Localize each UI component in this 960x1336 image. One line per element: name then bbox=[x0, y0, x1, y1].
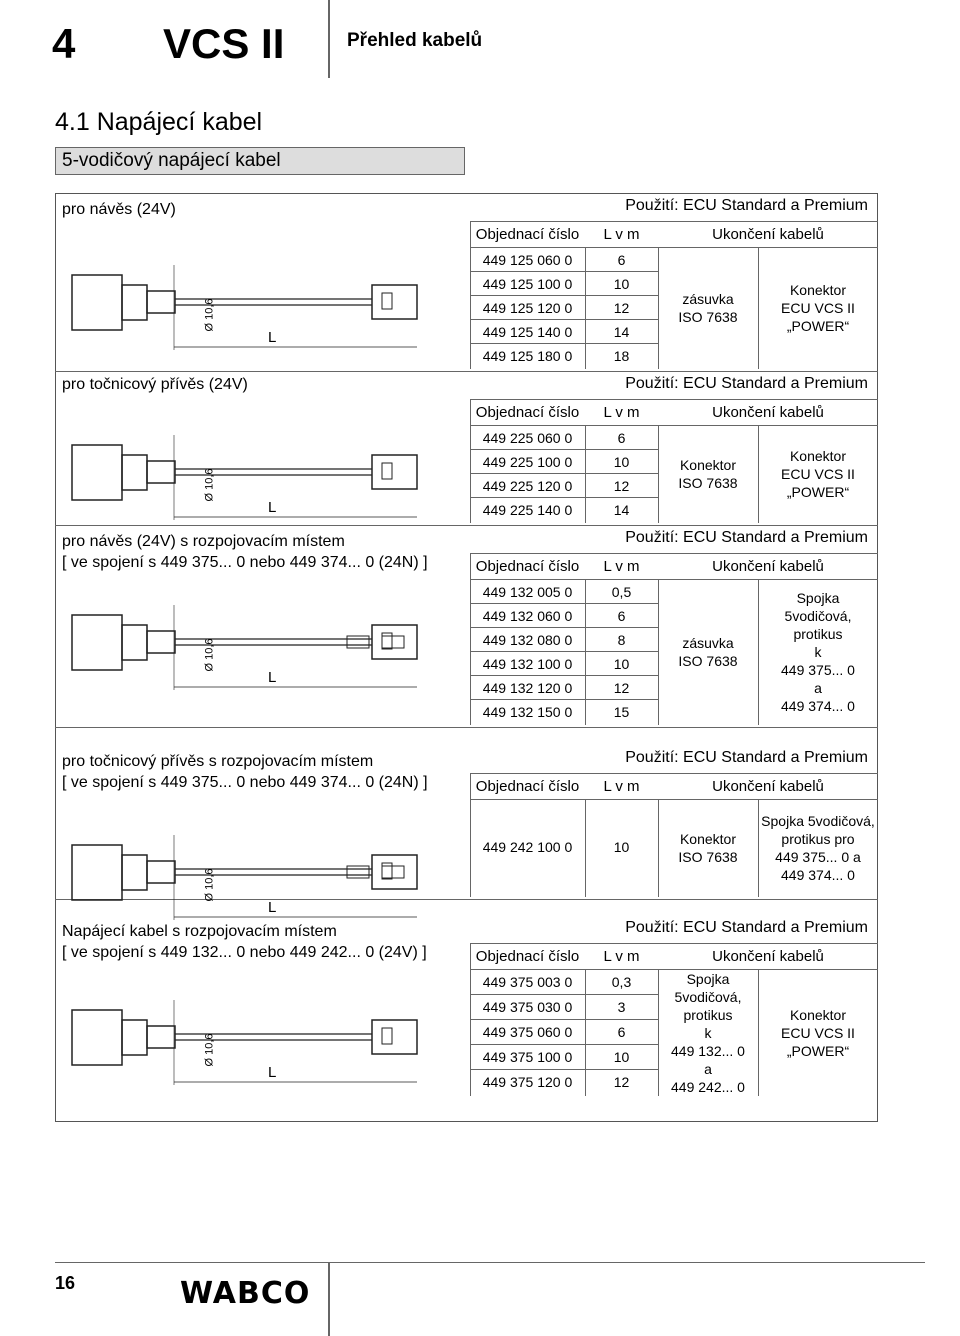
header-subtitle: Přehled kabelů bbox=[347, 30, 483, 51]
section-title: 4.1 Napájecí kabel bbox=[55, 108, 263, 136]
length-label: L bbox=[268, 1064, 277, 1081]
diameter-label: Ø 10,6 bbox=[203, 468, 216, 502]
row-divider bbox=[470, 699, 658, 700]
end-connector bbox=[372, 455, 417, 489]
column-divider bbox=[585, 799, 586, 897]
plug-collar bbox=[122, 455, 147, 490]
cable-end-2-line: 449 375... 0 a bbox=[775, 849, 861, 865]
cable-end-1-line: protikus bbox=[683, 1006, 733, 1023]
table-top-line bbox=[470, 399, 878, 400]
column-header-length: L v m bbox=[603, 558, 640, 575]
cable-end-2-line: Spojka 5vodičová, bbox=[761, 813, 875, 829]
table-left-border bbox=[470, 943, 471, 969]
column-header-order: Objednací číslo bbox=[475, 226, 580, 243]
plug-strain-relief bbox=[147, 631, 175, 653]
cable-end-2 bbox=[758, 812, 878, 884]
end-connector-window bbox=[382, 1028, 392, 1044]
order-number: 449 375 100 0 bbox=[482, 1049, 573, 1065]
table-left-border bbox=[470, 553, 471, 579]
length-value: 12 bbox=[613, 680, 630, 696]
block-separator bbox=[55, 525, 878, 526]
column-divider bbox=[585, 579, 586, 725]
column-header-length: L v m bbox=[603, 404, 640, 421]
document-title: VCS II bbox=[163, 20, 285, 67]
cable-end-2-line: Konektor bbox=[789, 1006, 847, 1023]
plug-strain-relief bbox=[147, 461, 175, 483]
row-divider bbox=[470, 1019, 658, 1020]
cable-end-2 bbox=[758, 281, 878, 335]
table-left-border bbox=[470, 399, 471, 425]
end-connector-window bbox=[382, 633, 392, 649]
column-header-end: Ukončení kabelů bbox=[712, 226, 824, 243]
order-number: 449 375 120 0 bbox=[482, 1074, 573, 1090]
cable-drawing bbox=[62, 595, 462, 695]
order-number: 449 125 120 0 bbox=[482, 300, 573, 316]
plug-strain-relief bbox=[147, 861, 175, 883]
length-value: 10 bbox=[613, 839, 630, 855]
table-left-border bbox=[470, 799, 471, 897]
cable-end-2 bbox=[758, 589, 878, 715]
block-label: pro návěs (24V) bbox=[62, 201, 176, 218]
length-label: L bbox=[268, 899, 277, 916]
plug-body bbox=[72, 615, 122, 670]
cable-end-1 bbox=[658, 290, 758, 326]
plug-body bbox=[72, 1010, 122, 1065]
cable-end-2 bbox=[758, 447, 878, 501]
length-value: 6 bbox=[617, 1024, 626, 1040]
table-left-border bbox=[470, 579, 471, 725]
order-number: 449 132 150 0 bbox=[482, 704, 573, 720]
order-number: 449 375 060 0 bbox=[482, 1024, 573, 1040]
table-left-border bbox=[470, 425, 471, 523]
column-header-end: Ukončení kabelů bbox=[712, 948, 824, 965]
plug-collar bbox=[122, 1020, 147, 1055]
order-number: 449 375 003 0 bbox=[482, 974, 573, 990]
end-connector bbox=[372, 285, 417, 319]
cable-drawing bbox=[62, 255, 462, 355]
length-value: 3 bbox=[617, 999, 626, 1015]
header-divider bbox=[328, 0, 330, 78]
end-connector-window bbox=[382, 463, 392, 479]
chapter-number: 4 bbox=[52, 20, 76, 67]
plug-body bbox=[72, 275, 122, 330]
cable-end-2-line: 5vodičová, bbox=[784, 608, 852, 624]
column-header-length: L v m bbox=[603, 226, 640, 243]
coupling-label bbox=[382, 866, 404, 878]
plug-collar bbox=[122, 625, 147, 660]
end-connector-window bbox=[382, 863, 392, 879]
cable-end-1-line: ISO 7638 bbox=[678, 309, 738, 325]
block-label-connection: [ ve spojení s 449 375... 0 nebo 449 374... 0 (24N) ] bbox=[62, 554, 428, 571]
column-header-length: L v m bbox=[603, 778, 640, 795]
length-value: 12 bbox=[613, 1074, 630, 1090]
column-divider bbox=[585, 425, 586, 523]
order-number: 449 132 060 0 bbox=[482, 608, 573, 624]
order-number: 449 225 140 0 bbox=[482, 502, 573, 518]
plug-strain-relief bbox=[147, 1026, 175, 1048]
length-value: 14 bbox=[613, 502, 630, 518]
cable-end-1-line: ISO 7638 bbox=[678, 849, 738, 865]
plug-collar bbox=[122, 285, 147, 320]
cable-end-1-line: 449 242... 0 bbox=[671, 1078, 745, 1095]
section-subtitle-box: 5-vodičový napájecí kabel bbox=[55, 147, 465, 175]
order-number: 449 225 100 0 bbox=[482, 454, 573, 470]
length-value: 12 bbox=[613, 300, 630, 316]
block-label: pro točnicový přívěs s rozpojovacím místem bbox=[62, 753, 374, 770]
order-number: 449 125 180 0 bbox=[482, 348, 573, 364]
cable-end-1-line: 449 132... 0 bbox=[671, 1042, 745, 1059]
column-header-end: Ukončení kabelů bbox=[712, 778, 824, 795]
cable-end-2 bbox=[758, 1006, 878, 1060]
table-left-border bbox=[470, 247, 471, 369]
usage-text: Použití: ECU Standard a Premium bbox=[625, 529, 868, 546]
cable-end-2-line: Spojka bbox=[796, 590, 840, 606]
cable-end-2-line: „POWER“ bbox=[786, 484, 850, 500]
table-top-line bbox=[470, 943, 878, 944]
plug-strain-relief bbox=[147, 291, 175, 313]
cable-end-1 bbox=[658, 830, 758, 866]
row-divider bbox=[470, 319, 658, 320]
cable-end-1-line: 5vodičová, bbox=[674, 988, 742, 1005]
column-header-end: Ukončení kabelů bbox=[712, 404, 824, 421]
length-label: L bbox=[268, 669, 277, 686]
length-value: 8 bbox=[617, 632, 626, 648]
cable-end-2-line: ECU VCS II bbox=[781, 300, 855, 316]
coupling-label bbox=[347, 636, 369, 648]
cable-end-2-line: a bbox=[814, 680, 822, 696]
table-left-border bbox=[470, 773, 471, 799]
order-number: 449 132 100 0 bbox=[482, 656, 573, 672]
length-value: 10 bbox=[613, 454, 630, 470]
cable-end-1 bbox=[658, 456, 758, 492]
column-header-length: L v m bbox=[603, 948, 640, 965]
end-connector bbox=[372, 855, 417, 889]
cable-end-1 bbox=[658, 634, 758, 670]
length-value: 6 bbox=[617, 608, 626, 624]
block-label: pro točnicový přívěs (24V) bbox=[62, 376, 248, 393]
diameter-label: Ø 10,6 bbox=[203, 298, 216, 332]
usage-text: Použití: ECU Standard a Premium bbox=[625, 919, 868, 936]
length-label: L bbox=[268, 499, 277, 516]
cable-end-2-line: k bbox=[814, 644, 822, 660]
length-value: 12 bbox=[613, 478, 630, 494]
order-number: 449 132 080 0 bbox=[482, 632, 573, 648]
block-separator bbox=[55, 371, 878, 372]
cable-end-1-line: ISO 7638 bbox=[678, 475, 738, 491]
order-number: 449 225 060 0 bbox=[482, 430, 573, 446]
block-separator bbox=[55, 727, 878, 728]
order-number: 449 225 120 0 bbox=[482, 478, 573, 494]
cable-end-1-line: Konektor bbox=[679, 457, 737, 473]
usage-text: Použití: ECU Standard a Premium bbox=[625, 375, 868, 392]
row-divider bbox=[470, 994, 658, 995]
cable-end-1-line: ISO 7638 bbox=[678, 653, 738, 669]
cable-drawing bbox=[62, 825, 462, 925]
table-left-border bbox=[470, 221, 471, 247]
cable-end-2-line: Konektor bbox=[789, 282, 847, 298]
cable-end-2-line: 449 374... 0 bbox=[781, 867, 855, 883]
cable-drawing bbox=[62, 425, 462, 525]
header-bottom-line bbox=[470, 247, 878, 248]
cable-end-2-line: „POWER“ bbox=[786, 1042, 850, 1059]
column-header-order: Objednací číslo bbox=[475, 778, 580, 795]
cable-end-2-line: ECU VCS II bbox=[781, 466, 855, 482]
coupling-label bbox=[347, 866, 369, 878]
block-label-connection: [ ve spojení s 449 375... 0 nebo 449 374... 0 (24N) ] bbox=[62, 774, 428, 791]
column-header-end: Ukončení kabelů bbox=[712, 558, 824, 575]
table-top-line bbox=[470, 221, 878, 222]
length-value: 6 bbox=[617, 252, 626, 268]
row-divider bbox=[470, 627, 658, 628]
length-value: 15 bbox=[613, 704, 630, 720]
length-value: 0,5 bbox=[611, 584, 632, 600]
block-label-connection: [ ve spojení s 449 132... 0 nebo 449 242... 0 (24V) ] bbox=[62, 944, 427, 961]
column-header-order: Objednací číslo bbox=[475, 558, 580, 575]
row-divider bbox=[470, 271, 658, 272]
cable-end-2-line: „POWER“ bbox=[786, 318, 850, 334]
cable-end-2-line: protikus bbox=[793, 626, 843, 642]
order-number: 449 132 005 0 bbox=[482, 584, 573, 600]
wabco-logo: WABCO bbox=[180, 1276, 311, 1311]
row-divider bbox=[470, 1044, 658, 1045]
cable-end-2-line: protikus pro bbox=[781, 831, 855, 847]
row-divider bbox=[470, 675, 658, 676]
length-value: 10 bbox=[613, 1049, 630, 1065]
diameter-label: Ø 10,6 bbox=[203, 868, 216, 902]
order-number: 449 242 100 0 bbox=[482, 839, 573, 855]
end-connector-window bbox=[382, 293, 392, 309]
cable-drawing bbox=[62, 990, 462, 1090]
row-divider bbox=[470, 343, 658, 344]
cable-end-1-line: zásuvka bbox=[682, 291, 734, 307]
plug-body bbox=[72, 845, 122, 900]
plug-body bbox=[72, 445, 122, 500]
table-top-line bbox=[470, 553, 878, 554]
order-number: 449 125 060 0 bbox=[482, 252, 573, 268]
header-bottom-line bbox=[470, 579, 878, 580]
cable-end-1 bbox=[658, 970, 758, 1096]
length-value: 14 bbox=[613, 324, 630, 340]
row-divider bbox=[470, 1069, 658, 1070]
order-number: 449 125 140 0 bbox=[482, 324, 573, 340]
plug-collar bbox=[122, 855, 147, 890]
cable-end-1-line: k bbox=[704, 1024, 712, 1041]
footer-divider bbox=[55, 1262, 925, 1263]
cable-end-2-line: ECU VCS II bbox=[781, 1024, 855, 1041]
block-label: Napájecí kabel s rozpojovacím místem bbox=[62, 923, 337, 940]
coupling-label bbox=[382, 636, 404, 648]
row-divider bbox=[470, 651, 658, 652]
header-bottom-line bbox=[470, 425, 878, 426]
cable-end-2-line: 449 375... 0 bbox=[781, 662, 855, 678]
length-value: 10 bbox=[613, 656, 630, 672]
order-number: 449 125 100 0 bbox=[482, 276, 573, 292]
order-number: 449 132 120 0 bbox=[482, 680, 573, 696]
table-top-line bbox=[470, 773, 878, 774]
usage-text: Použití: ECU Standard a Premium bbox=[625, 197, 868, 214]
page-number: 16 bbox=[55, 1273, 76, 1293]
table-left-border bbox=[470, 969, 471, 1096]
length-value: 6 bbox=[617, 430, 626, 446]
length-value: 10 bbox=[613, 276, 630, 292]
diameter-label: Ø 10,6 bbox=[203, 638, 216, 672]
row-divider bbox=[470, 473, 658, 474]
column-divider bbox=[585, 247, 586, 369]
diameter-label: Ø 10,6 bbox=[203, 1033, 216, 1067]
row-divider bbox=[470, 603, 658, 604]
column-divider bbox=[585, 969, 586, 1096]
cable-end-1-line: a bbox=[704, 1060, 712, 1077]
row-divider bbox=[470, 295, 658, 296]
cable-end-1-line: zásuvka bbox=[682, 635, 734, 651]
cable-end-2-line: 449 374... 0 bbox=[781, 698, 855, 714]
row-divider bbox=[470, 449, 658, 450]
cable-end-1-line: Konektor bbox=[679, 831, 737, 847]
footer-separator bbox=[328, 1262, 330, 1336]
cable-end-1-line: Spojka bbox=[686, 970, 730, 987]
header-bottom-line bbox=[470, 799, 878, 800]
end-connector bbox=[372, 625, 417, 659]
order-number: 449 375 030 0 bbox=[482, 999, 573, 1015]
usage-text: Použití: ECU Standard a Premium bbox=[625, 749, 868, 766]
column-header-order: Objednací číslo bbox=[475, 948, 580, 965]
cable-end-2-line: Konektor bbox=[789, 448, 847, 464]
row-divider bbox=[470, 497, 658, 498]
length-value: 18 bbox=[613, 348, 630, 364]
block-label: pro návěs (24V) s rozpojovacím místem bbox=[62, 533, 345, 550]
end-connector bbox=[372, 1020, 417, 1054]
column-header-order: Objednací číslo bbox=[475, 404, 580, 421]
length-label: L bbox=[268, 329, 277, 346]
length-value: 0,3 bbox=[611, 974, 632, 990]
